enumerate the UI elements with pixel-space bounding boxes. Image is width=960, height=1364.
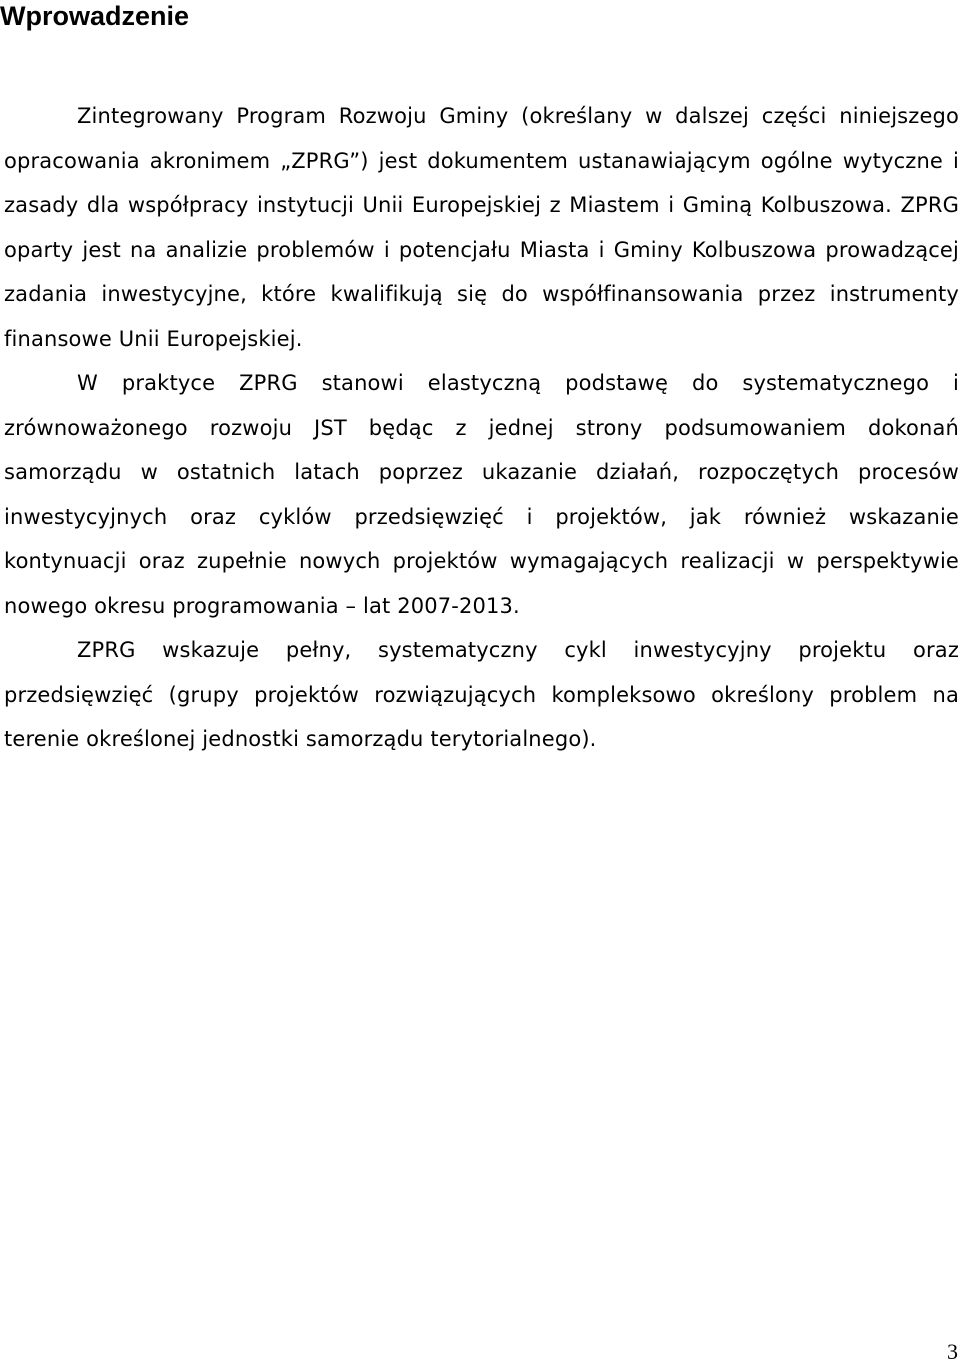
- page-title: Wprowadzenie: [0, 1, 190, 31]
- page-number: 3: [947, 1339, 958, 1364]
- paragraph-investment-cycle: ZPRG wskazuje pełny, systematyczny cykl inwestycyjny projektu oraz przedsięwzięć (grupy projektów rozwiązujących kompleksowo określony problem na terenie określonej jednostki samorządu terytorialnego).: [4, 638, 959, 751]
- document-body: [4, 94, 959, 762]
- paragraph-practice: W praktyce ZPRG stanowi elastyczną podstawę do systematycznego i zrównoważonego rozwoju JST będąc z jednej strony podsumowaniem dokonań samorządu w ostatnich latach poprzez ukazanie działań, rozpoczętych procesów inwestycyjnych oraz cyklów przedsięwzięć i projektów, jak również wskazanie kontynuacji oraz zupełnie nowych projektów wymagających realizacji w perspektywie nowego okresu programowania – lat 2007-2013.: [4, 371, 959, 618]
- paragraph-introduction: Zintegrowany Program Rozwoju Gminy (określany w dalszej części niniejszego opracowania akronimem „ZPRG”) jest dokumentem ustanawiającym ogólne wytyczne i zasady dla współpracy instytucji Unii Europejskiej z Miastem i Gminą Kolbuszowa. ZPRG oparty jest na analizie problemów i potencjału Miasta i Gminy Kolbuszowa prowadzącej zadania inwestycyjne, które kwalifikują się do współfinansowania przez instrumenty finansowe Unii Europejskiej.: [4, 104, 959, 351]
